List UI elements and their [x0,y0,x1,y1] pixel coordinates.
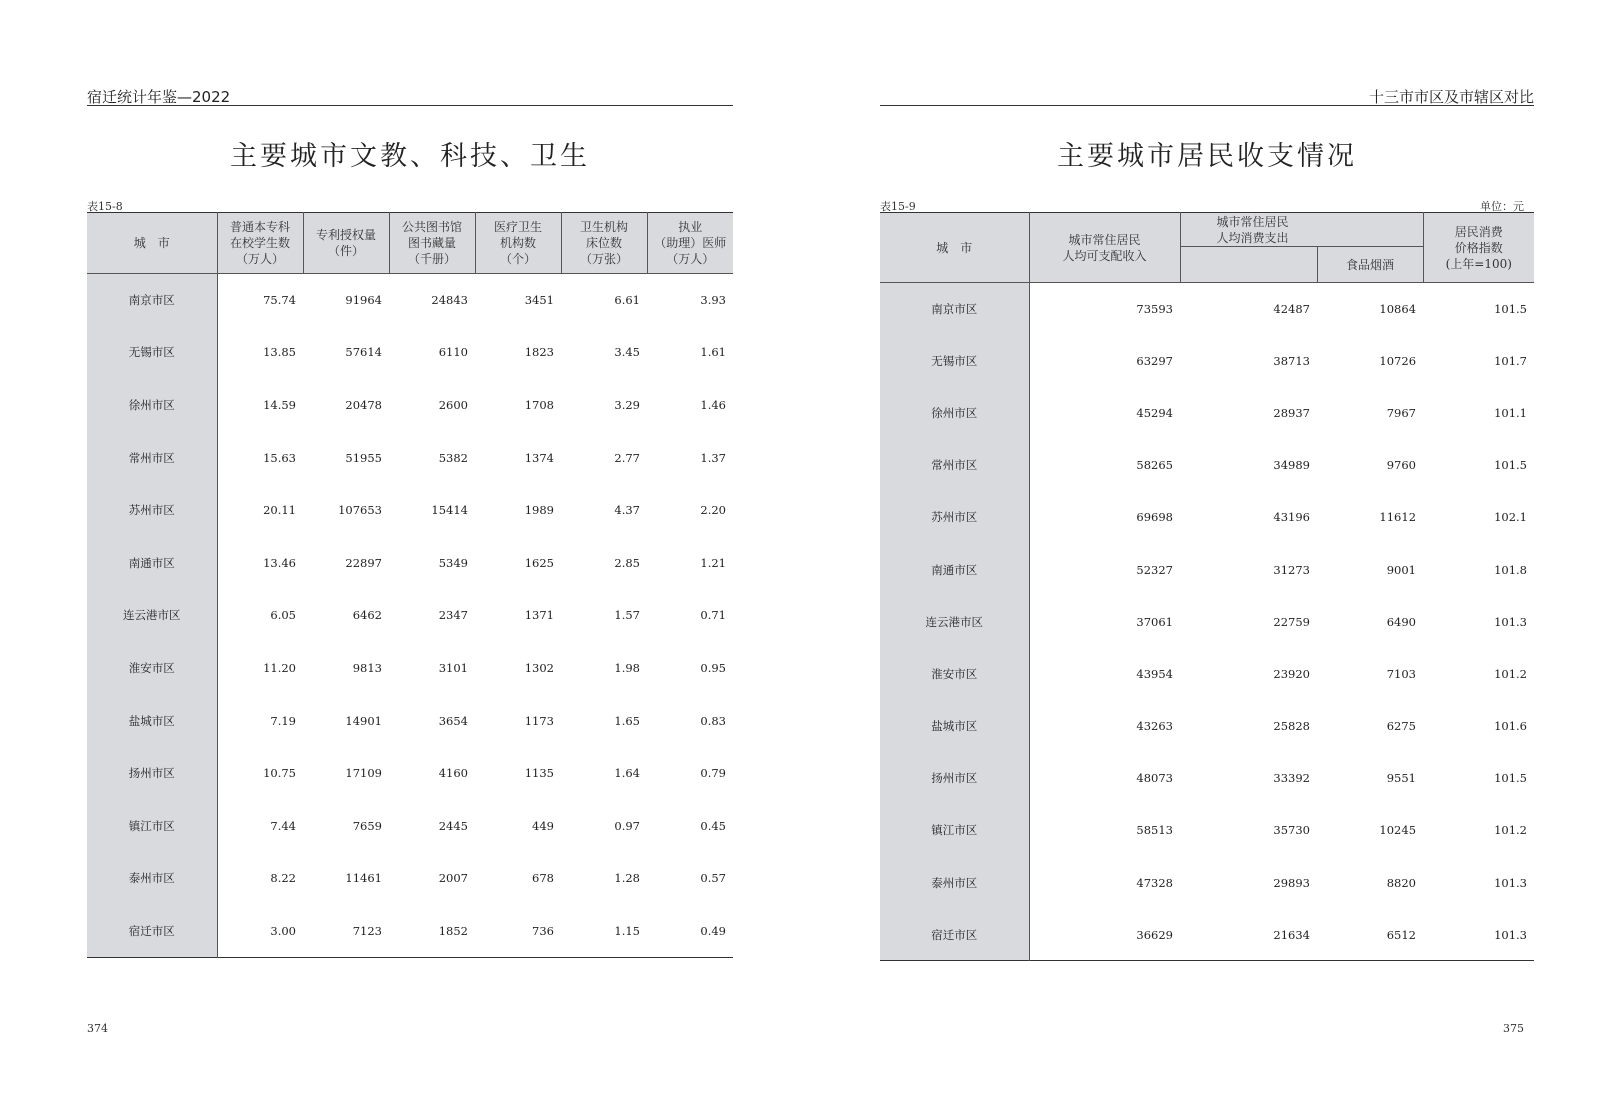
value-cell-beds: 1.15 [614,923,640,938]
value-cell-doctors: 1.61 [700,345,726,360]
city-name-cell: 盐城市区 [87,694,217,747]
city-name-cell: 泰州市区 [880,857,1029,909]
city-name-cell: 泰州市区 [87,852,217,905]
value-cell-spending: 38713 [1273,353,1310,368]
table-row [87,536,733,589]
value-cell-students: 8.22 [270,871,296,886]
value-cell-food: 6490 [1386,614,1417,629]
value-cell-doctors: 1.46 [700,397,726,412]
value-cell-patents: 6462 [352,608,382,623]
city-name-cell: 南京市区 [87,274,217,327]
value-cell-patents: 14901 [345,713,382,728]
left-table-number: 表15-8 [87,200,123,213]
value-cell-library: 1852 [438,923,468,938]
value-cell-patents: 91964 [345,293,382,308]
value-cell-cpi: 101.6 [1494,719,1528,734]
value-cell-doctors: 1.37 [700,450,726,465]
value-cell-spending: 42487 [1273,301,1310,316]
value-cell-cpi: 101.3 [1494,614,1528,629]
value-cell-income: 37061 [1136,614,1173,629]
value-cell-institutions: 678 [532,871,554,886]
city-name-cell: 南通市区 [880,543,1029,595]
value-cell-food: 8820 [1386,875,1417,890]
value-cell-food: 10726 [1379,353,1417,368]
column-header-beds: 卫生机构 床位数 （万张） [561,213,647,274]
value-cell-institutions: 1371 [524,608,554,623]
value-cell-doctors: 2.20 [700,503,726,518]
value-cell-institutions: 736 [532,923,554,938]
value-cell-cpi: 101.7 [1494,353,1528,368]
value-cell-doctors: 1.21 [700,555,726,570]
value-cell-patents: 22897 [345,555,382,570]
value-cell-beds: 2.77 [614,450,640,465]
value-cell-patents: 51955 [345,450,382,465]
table-row [880,700,1534,752]
city-name-cell: 镇江市区 [87,799,217,852]
value-cell-beds: 1.64 [614,766,640,781]
value-cell-students: 7.19 [270,713,296,728]
value-cell-institutions: 449 [532,818,554,833]
value-cell-doctors: 0.71 [700,608,726,623]
value-cell-food: 10245 [1379,823,1417,838]
value-cell-food: 6275 [1386,719,1417,734]
value-cell-spending: 22759 [1273,614,1310,629]
value-cell-spending: 33392 [1273,771,1310,786]
value-cell-income: 58265 [1136,458,1173,473]
value-cell-income: 69698 [1136,510,1173,525]
value-cell-income: 63297 [1136,353,1173,368]
value-cell-institutions: 1823 [524,345,554,360]
value-cell-beds: 1.28 [614,871,640,886]
value-cell-library: 24843 [431,293,468,308]
value-cell-institutions: 1135 [524,766,554,781]
column-header-students: 普通本专科 在校学生数 （万人） [217,213,303,274]
column-header-city: 城 市 [880,213,1029,283]
table-row [880,752,1534,804]
value-cell-beds: 3.45 [614,345,640,360]
running-rule-left [87,105,733,106]
value-cell-institutions: 1374 [524,450,554,465]
table-row [880,648,1534,700]
value-cell-food: 9001 [1386,562,1417,577]
value-cell-library: 2600 [438,397,468,412]
value-cell-income: 43954 [1136,666,1173,681]
value-cell-beds: 4.37 [614,503,640,518]
city-name-cell: 苏州市区 [880,491,1029,543]
table-row [880,909,1534,961]
table-row [880,543,1534,595]
column-header-doctors: 执业 （助理）医师 （万人） [647,213,733,274]
value-cell-institutions: 1173 [524,713,554,728]
value-cell-students: 14.59 [263,397,296,412]
table-row [880,439,1534,491]
value-cell-food: 6512 [1386,927,1417,942]
value-cell-patents: 20478 [345,397,382,412]
city-name-cell: 徐州市区 [87,379,217,432]
value-cell-patents: 17109 [345,766,382,781]
value-cell-library: 15414 [431,503,468,518]
column-header-food: 食品烟酒 [1317,247,1423,283]
left-page-title: 主要城市文教、科技、卫生 [230,141,590,172]
value-cell-library: 3101 [438,660,468,675]
table-row [880,596,1534,648]
value-cell-patents: 11461 [345,871,382,886]
value-cell-students: 10.75 [263,766,296,781]
value-cell-beds: 1.57 [614,608,640,623]
value-cell-income: 43263 [1136,719,1173,734]
city-name-cell: 无锡市区 [880,335,1029,387]
column-header-income: 城市常住居民 人均可支配收入 [1029,213,1180,283]
running-head-right: 十三市市区及市辖区对比 [1368,88,1534,106]
value-cell-beds: 1.98 [614,660,640,675]
value-cell-cpi: 101.1 [1494,405,1528,420]
value-cell-beds: 0.97 [614,818,640,833]
value-cell-institutions: 1989 [524,503,554,518]
value-cell-food: 9760 [1386,458,1417,473]
value-cell-spending: 35730 [1273,823,1310,838]
city-name-cell: 连云港市区 [880,596,1029,648]
value-cell-cpi: 101.3 [1494,927,1528,942]
value-cell-doctors: 0.79 [700,766,726,781]
value-cell-cpi: 101.2 [1494,666,1528,681]
value-cell-cpi: 101.2 [1494,823,1528,838]
table-body-right [880,283,1534,961]
value-cell-spending: 31273 [1273,562,1310,577]
column-header-cpi: 居民消费 价格指数 (上年=100) [1423,213,1534,283]
value-cell-library: 2347 [438,608,468,623]
value-cell-doctors: 0.57 [700,871,726,886]
value-cell-income: 45294 [1136,405,1173,420]
income-expenditure-table [880,212,1534,961]
city-name-cell: 常州市区 [87,431,217,484]
value-cell-doctors: 0.83 [700,713,726,728]
value-cell-patents: 7659 [352,818,382,833]
column-header-institutions: 医疗卫生 机构数 （个） [475,213,561,274]
table-row [880,804,1534,856]
table-row [87,694,733,747]
table-header-row [87,213,733,274]
value-cell-income: 47328 [1136,875,1173,890]
value-cell-cpi: 101.8 [1494,562,1528,577]
table-header-row [880,213,1534,247]
city-name-cell: 扬州市区 [87,747,217,800]
table-row [87,852,733,905]
value-cell-doctors: 0.49 [700,923,726,938]
table-row [880,283,1534,335]
page-number-left: 374 [87,1022,108,1035]
value-cell-cpi: 101.5 [1494,458,1528,473]
value-cell-cpi: 101.3 [1494,875,1528,890]
table-row [880,857,1534,909]
unit-label: 单位：元 [1480,200,1524,213]
city-name-cell: 镇江市区 [880,804,1029,856]
value-cell-students: 13.85 [263,345,296,360]
city-name-cell: 南通市区 [87,536,217,589]
city-name-cell: 南京市区 [880,283,1029,335]
table-row [87,589,733,642]
running-head-left: 宿迁统计年鉴—2022 [87,88,231,106]
value-cell-library: 6110 [438,345,468,360]
value-cell-patents: 9813 [352,660,382,675]
value-cell-students: 20.11 [263,503,296,518]
value-cell-spending: 34989 [1273,458,1310,473]
value-cell-students: 75.74 [263,293,296,308]
value-cell-food: 7103 [1386,666,1417,681]
value-cell-library: 2007 [438,871,468,886]
city-name-cell: 宿迁市区 [87,905,217,958]
city-name-cell: 淮安市区 [880,648,1029,700]
value-cell-students: 15.63 [263,450,296,465]
value-cell-income: 36629 [1136,927,1173,942]
value-cell-library: 3654 [438,713,468,728]
value-cell-library: 2445 [438,818,468,833]
value-cell-income: 52327 [1136,562,1173,577]
table-row [880,491,1534,543]
value-cell-beds: 3.29 [614,397,640,412]
value-cell-students: 3.00 [270,923,296,938]
right-page-title: 主要城市居民收支情况 [1057,141,1357,172]
city-name-cell: 无锡市区 [87,326,217,379]
value-cell-beds: 1.65 [614,713,640,728]
value-cell-patents: 107653 [338,503,382,518]
value-cell-income: 73593 [1136,301,1173,316]
table-row [880,387,1534,439]
city-name-cell: 扬州市区 [880,752,1029,804]
value-cell-institutions: 1625 [524,555,554,570]
value-cell-food: 9551 [1386,771,1417,786]
right-table-number: 表15-9 [880,200,916,213]
city-name-cell: 常州市区 [880,439,1029,491]
table-row [87,747,733,800]
value-cell-institutions: 1708 [524,397,554,412]
table-row [87,431,733,484]
value-cell-library: 5349 [438,555,468,570]
table-row [87,799,733,852]
table-body-left [87,274,733,958]
column-header-city: 城 市 [87,213,217,274]
left-page [0,0,804,1099]
value-cell-library: 4160 [438,766,468,781]
value-cell-students: 11.20 [263,660,296,675]
column-header-library: 公共图书馆 图书藏量 （千册） [389,213,475,274]
value-cell-spending: 28937 [1273,405,1310,420]
value-cell-library: 5382 [438,450,468,465]
city-name-cell: 徐州市区 [880,387,1029,439]
table-row [87,379,733,432]
right-page [804,0,1609,1099]
table-row [880,335,1534,387]
value-cell-cpi: 102.1 [1494,510,1528,525]
value-cell-income: 48073 [1136,771,1173,786]
table-row [87,326,733,379]
value-cell-food: 11612 [1379,510,1417,525]
city-name-cell: 连云港市区 [87,589,217,642]
value-cell-cpi: 101.5 [1494,301,1528,316]
value-cell-food: 7967 [1386,405,1417,420]
value-cell-doctors: 0.45 [700,818,726,833]
value-cell-spending: 43196 [1273,510,1310,525]
value-cell-income: 58513 [1136,823,1173,838]
value-cell-spending: 29893 [1273,875,1310,890]
table-row [87,484,733,537]
value-cell-beds: 2.85 [614,555,640,570]
table-row [87,642,733,695]
value-cell-students: 6.05 [270,608,296,623]
value-cell-food: 10864 [1379,301,1417,316]
city-name-cell: 宿迁市区 [880,909,1029,961]
education-health-table [87,212,733,958]
value-cell-institutions: 1302 [524,660,554,675]
table-row [87,274,733,327]
value-cell-students: 7.44 [270,818,296,833]
value-cell-patents: 57614 [345,345,382,360]
value-cell-patents: 7123 [352,923,382,938]
column-header-patents: 专利授权量 （件） [303,213,389,274]
column-header-spending-total [1180,247,1317,283]
city-name-cell: 盐城市区 [880,700,1029,752]
column-header-spending: 城市常住居民 人均消费支出 [1180,213,1423,247]
value-cell-cpi: 101.5 [1494,771,1528,786]
value-cell-spending: 25828 [1273,719,1310,734]
page-number-right: 375 [1503,1022,1524,1035]
value-cell-students: 13.46 [263,555,296,570]
value-cell-institutions: 3451 [524,293,554,308]
value-cell-doctors: 0.95 [700,660,726,675]
table-row [87,905,733,958]
value-cell-spending: 21634 [1273,927,1310,942]
value-cell-spending: 23920 [1273,666,1310,681]
value-cell-beds: 6.61 [614,293,640,308]
city-name-cell: 淮安市区 [87,642,217,695]
value-cell-doctors: 3.93 [700,293,726,308]
running-rule-right [880,105,1534,106]
city-name-cell: 苏州市区 [87,484,217,537]
